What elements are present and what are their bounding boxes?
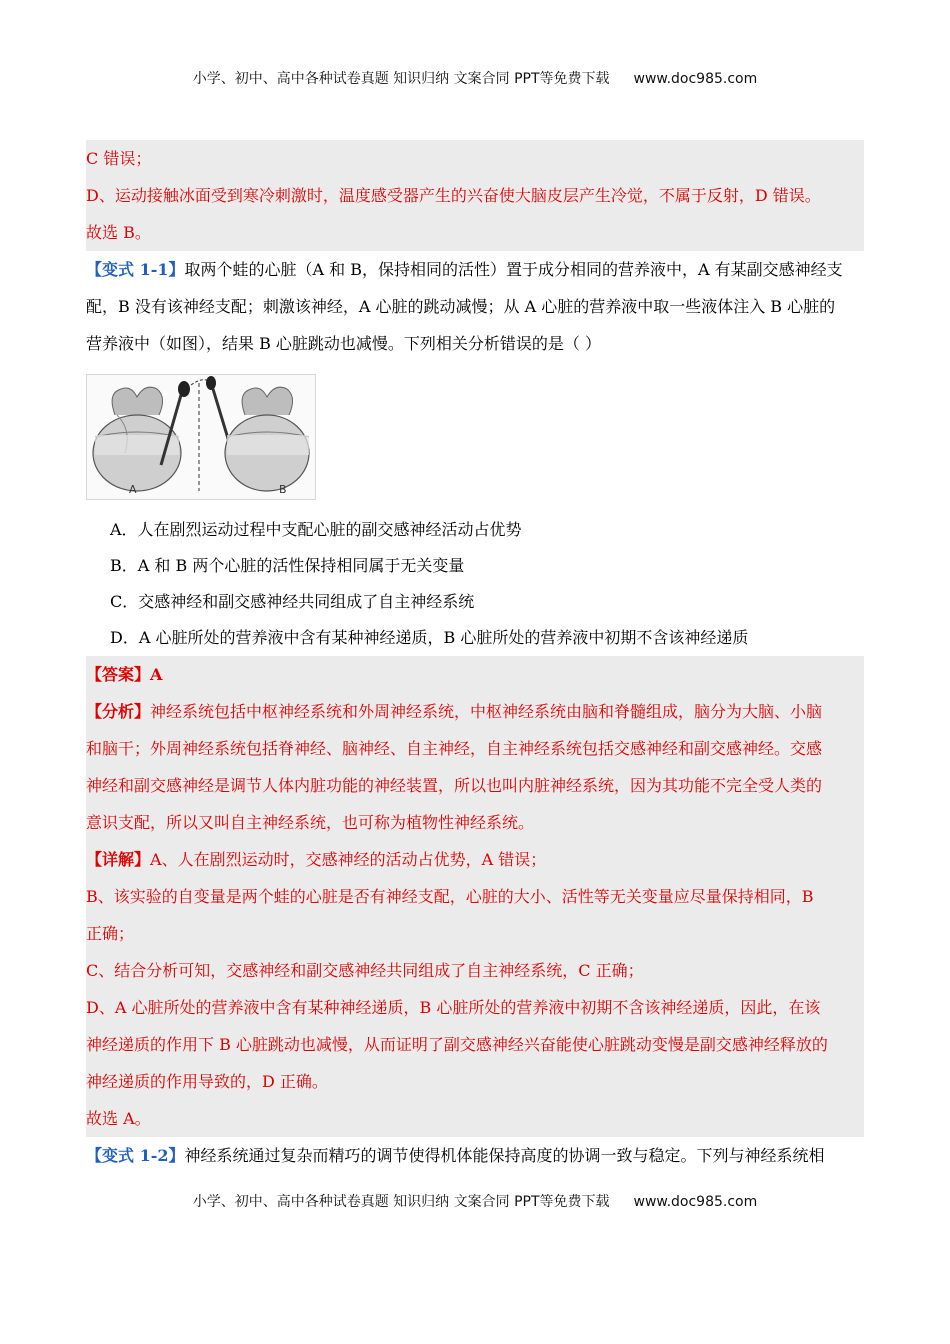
analysis-line-2: 和脑干；外周神经系统包括脊神经、脑神经、自主神经，自主神经系统包括交感神经和副交感神经。交感 — [86, 739, 823, 758]
option-c[interactable]: C．交感神经和副交感神经共同组成了自主神经系统 — [110, 592, 475, 611]
option-d[interactable]: D．A 心脏所处的营养液中含有某种神经递质，B 心脏所处的营养液中初期不含该神经递质 — [110, 628, 749, 647]
detail-line-1: 【详解】A、人在剧烈运动时，交感神经的活动占优势，A 错误； — [86, 850, 547, 869]
detail-line-5: D、A 心脏所处的营养液中含有某种神经递质，B 心脏所处的营养液中初期不含该神经递质，因此，在该 — [86, 998, 821, 1017]
detail-line-7: 神经递质的作用导致的，D 正确。 — [86, 1072, 328, 1091]
page-footer — [0, 1191, 950, 1211]
options-list — [86, 512, 864, 656]
question-1-2: 【变式 1-2】神经系统通过复杂而精巧的调节使得机体能保持高度的协调一致与稳定。下列与神经系统相 — [86, 1146, 825, 1165]
header-site-link[interactable]: www.doc985.com — [633, 71, 758, 87]
question-stem-line-1: 【变式 1-1】取两个蛙的心脏（A 和 B，保持相同的活性）置于成分相同的营养液中，A 有某副交感神经支 — [86, 260, 843, 279]
question-1-1 — [86, 251, 864, 656]
detail-line-8: 故选 A。 — [86, 1109, 151, 1128]
page-header — [0, 68, 950, 88]
answer-line: 【答案】A — [86, 665, 163, 684]
question-2-tag: 【变式 1-2】 — [86, 1146, 185, 1165]
answer-block — [86, 656, 864, 1137]
question-stem-line-3: 营养液中（如图），结果 B 心脏跳动也减慢。下列相关分析错误的是（ ） — [86, 334, 602, 353]
heart-experiment-figure — [86, 374, 316, 500]
question-tag: 【变式 1-1】 — [86, 260, 185, 279]
previous-explanation — [86, 140, 864, 251]
option-b[interactable]: B．A 和 B 两个心脏的活性保持相同属于无关变量 — [110, 556, 465, 575]
footer-site-link[interactable]: www.doc985.com — [633, 1194, 758, 1210]
prev-line-2: D、运动接触冰面受到寒冷刺激时，温度感受器产生的兴奋使大脑皮层产生冷觉，不属于反射，D 错误。 — [86, 186, 821, 205]
figure-label-b: B — [279, 483, 287, 496]
prev-line-1: C 错误； — [86, 149, 152, 168]
heart-b-illustration — [225, 387, 309, 491]
detail-line-3: 正确； — [86, 924, 135, 943]
prev-line-3: 故选 B。 — [86, 223, 151, 242]
detail-line-2: B、该实验的自变量是两个蛙的心脏是否有神经支配，心脏的大小、活性等无关变量应尽量保持相同，B — [86, 887, 814, 906]
header-text: 小学、初中、高中各种试卷真题 知识归纳 文案合同 PPT等免费下载 — [192, 71, 610, 87]
detail-line-6: 神经递质的作用下 B 心脏跳动也减慢，从而证明了副交感神经兴奋能使心脏跳动变慢是副交感神经释放的 — [86, 1035, 828, 1054]
figure-label-a: A — [129, 483, 137, 496]
analysis-line-4: 意识支配，所以又叫自主神经系统，也可称为植物性神经系统。 — [86, 813, 535, 832]
heart-diagram — [87, 375, 315, 499]
option-a[interactable]: A．人在剧烈运动过程中支配心脏的副交感神经活动占优势 — [110, 520, 522, 539]
detail-line-4: C、结合分析可知，交感神经和副交感神经共同组成了自主神经系统，C 正确； — [86, 961, 644, 980]
footer-text: 小学、初中、高中各种试卷真题 知识归纳 文案合同 PPT等免费下载 — [192, 1194, 610, 1210]
analysis-line-1: 【分析】神经系统包括中枢神经系统和外周神经系统，中枢神经系统由脑和脊髓组成，脑分为大脑、小脑 — [86, 702, 823, 721]
question-stem-line-2: 配，B 没有该神经支配；刺激该神经，A 心脏的跳动减慢；从 A 心脏的营养液中取一些液体注入 B 心脏的 — [86, 297, 836, 316]
answer-value: A — [150, 665, 163, 684]
analysis-line-3: 神经和副交感神经是调节人体内脏功能的神经装置，所以也叫内脏神经系统，因为其功能不完全受人类的 — [86, 776, 823, 795]
document-body — [86, 140, 864, 1174]
